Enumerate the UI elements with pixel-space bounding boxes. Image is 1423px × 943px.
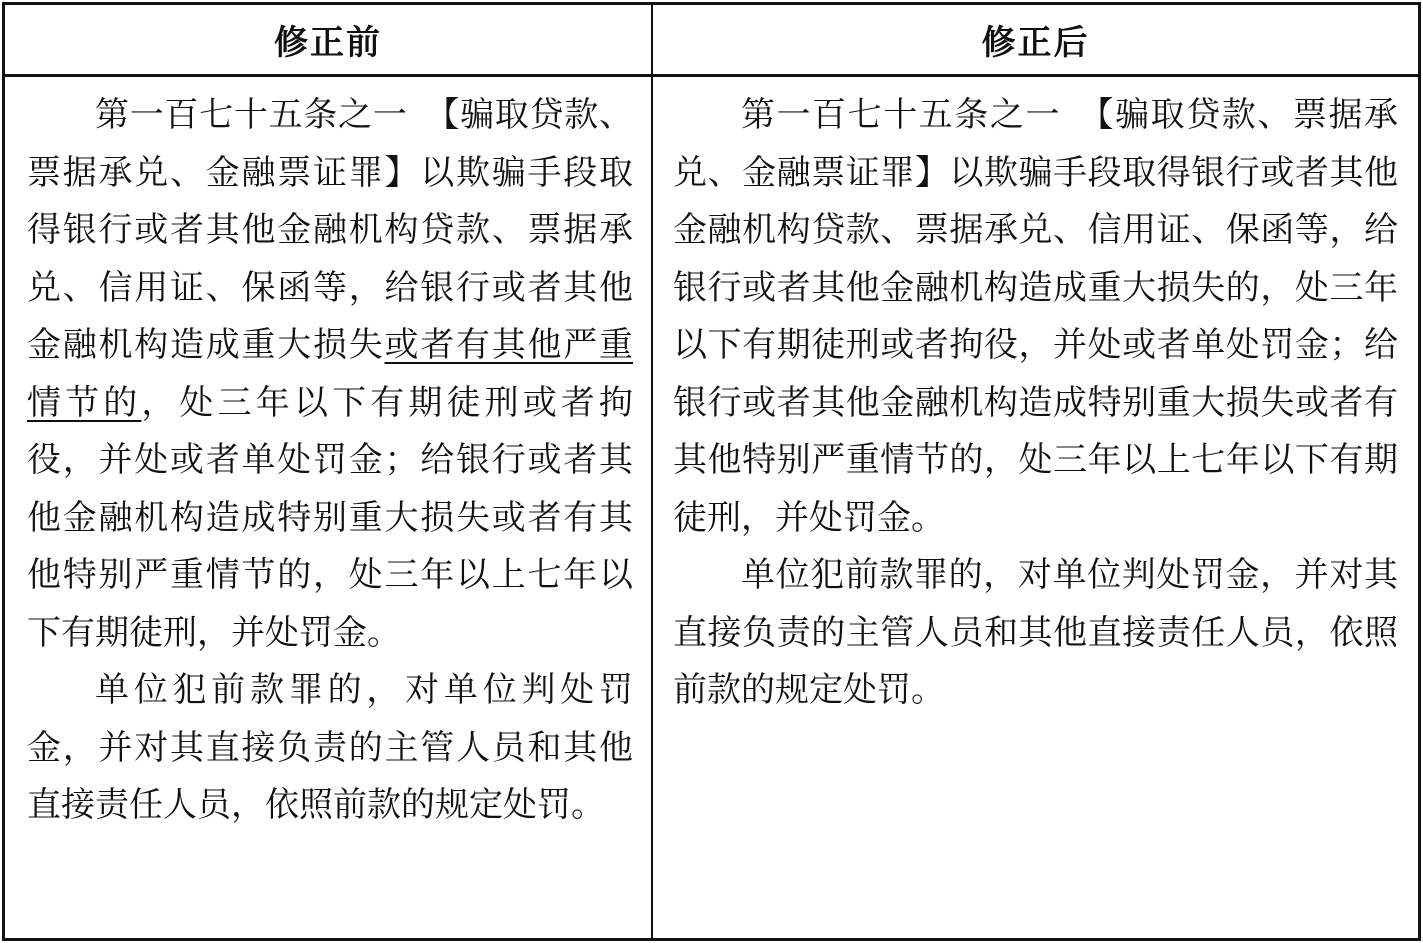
header-before: 修正前	[5, 5, 653, 77]
before-text-cell	[5, 77, 653, 938]
after-paragraph-2: 单位犯前款罪的，对单位判处罚金，并对其直接负责的主管人员和其他直接责任人员，依照前款的规定处罚。	[673, 555, 1398, 710]
before-paragraph-1-start: 第一百七十五条之一 【骗取贷款、票据承兑、金融票证罪】以欺骗手段取得银行或者其他金融机构贷款、票据承兑、信用证、保函等，给银行或者其他金融机构造成重大损失	[27, 95, 633, 365]
before-paragraph-1-end: ，处三年以下有期徒刑或者拘役，并处或者单处罚金；给银行或者其他金融机构造成特别重大损失或者有其他特别严重情节的，处三年以上七年以下有期徒刑，并处罚金。	[27, 382, 634, 653]
after-paragraph-1: 第一百七十五条之一 【骗取贷款、票据承兑、金融票证罪】以欺骗手段取得银行或者其他金融机构贷款、票据承兑、信用证、保函等，给银行或者其他金融机构造成重大损失的，处三年以下有期徒刑或者拘役，并处或者单处罚金；给银行或者其他金融机构造成特别重大损失或者有其他特别严重情节的，处三年以上七年以下有期徒刑，并处罚金。	[673, 95, 1398, 538]
before-underlined-phrase: 或者有其他严重情节的	[27, 325, 633, 423]
comparison-table	[2, 2, 1421, 941]
after-text-cell	[653, 77, 1418, 938]
before-paragraph-2: 单位犯前款罪的，对单位判处罚金，并对其直接负责的主管人员和其他直接责任人员，依照前款的规定处罚。	[27, 670, 633, 825]
header-after: 修正后	[653, 5, 1418, 77]
before-paragraph-1	[27, 87, 633, 662]
